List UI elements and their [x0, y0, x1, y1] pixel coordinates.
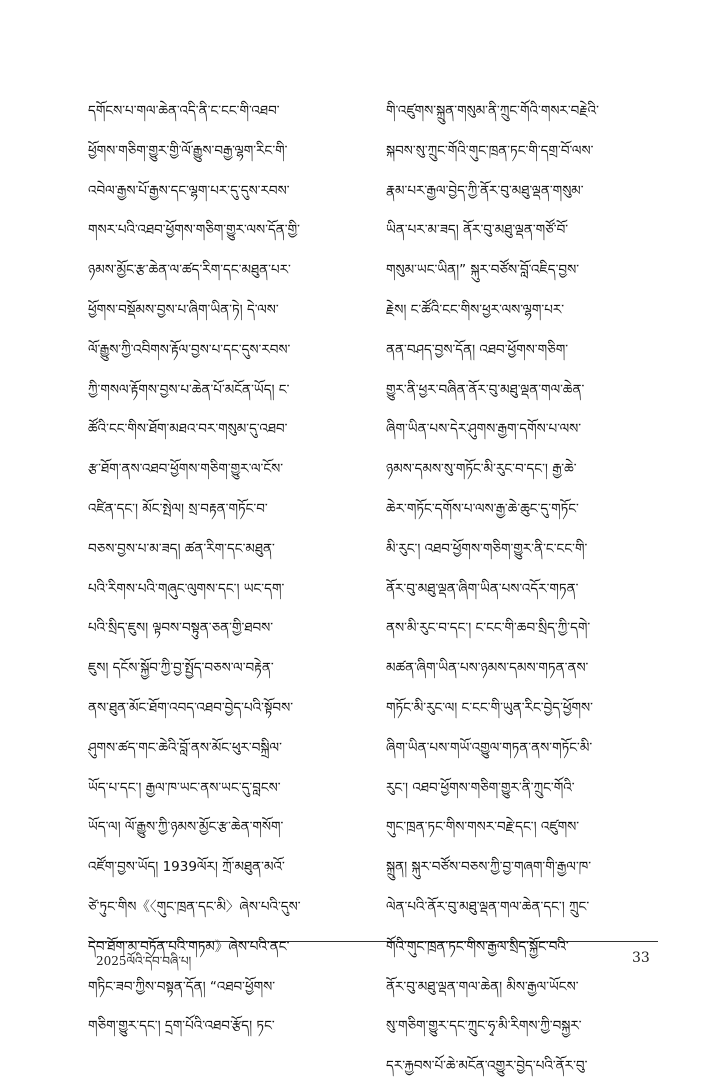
- text-line: གཅིག་གྱུར་དང་། དྲག་པོའི་འཐབ་རྩོད། ཏང་: [88, 1018, 275, 1035]
- text-line: སུ་གཅིག་གྱུར་དང་ཀྲུང་ཧྭ་མི་རིགས་ཀྱི་བསྐྱར་: [386, 1018, 582, 1035]
- text-line: འབེལ་རྒྱས་པོ་རྒྱས་དང་ལྷག་པར་དུ་དུས་རབས་: [88, 182, 290, 199]
- text-line: གསུམ་ཡང་ཡིན།” སྐུར་བཙོས་བློ་འཇིད་བྱས་: [386, 262, 580, 279]
- text-line: ཇུས། དངོས་སྐྱོབ་ཀྱི་བྱ་སྤྱོད་བཅས་ལ་བརྟེན་: [88, 660, 274, 677]
- text-line: ཕྱོགས་བསྡོམས་བྱས་པ་ཞིག་ཡིན་ཏེ། དེ་ལས་: [88, 301, 279, 318]
- text-line: དེབ་ཐོག་མ་བཏོན་པའི་གཏམ》ཞེས་པའི་ནང་: [88, 938, 290, 955]
- footer-divider: [88, 941, 658, 942]
- text-line: རྣམ་པར་རྒྱལ་བྱེད་ཀྱི་ནོར་བུ་མཐུ་ལྡན་གསུམ་: [386, 182, 584, 199]
- text-line: ཞིག་ཡིན་པས་དེར་ཤུགས་རྒྱག་དགོས་པ་ལས་: [386, 421, 582, 438]
- text-line: དགོངས་པ་གལ་ཆེན་འདི་ནི་ང་ངང་གི་འཐབ་: [88, 103, 280, 119]
- text-line: ཕྱོགས་གཅིག་གྱུར་གྱི་ལོ་རྒྱུས་བརྒྱ་ལྷག་རིང་གི་: [88, 142, 288, 159]
- text-line: རྗེས། ང་ཚོའི་ངང་གིས་ཕྱར་ལས་ལྷག་པར་: [386, 301, 565, 318]
- text-line: ཚོའི་ངང་གིས་ཐོག་མཐའ་བར་གསུམ་དུ་འཐབ་: [88, 421, 288, 438]
- text-line: གྱུར་ནི་ཕྱར་བཞིན་ནོར་བུ་མཐུ་ལྡན་གལ་ཆེན་: [386, 381, 585, 398]
- page-number: 33: [632, 950, 650, 966]
- text-line: ཙེ་ཏུང་གིས《〈གུང་ཁྲན་དང་མི〉ཞེས་པའི་དུས་: [88, 898, 301, 915]
- text-line: འཛོག་བྱས་ཡོད། 1939ལོར། ཀྲོ་མཐུན་མའོ་: [88, 859, 285, 876]
- text-line: མཚན་ཞིག་ཡིན་པས་ཉམས་དམས་གཏན་ནས་: [386, 660, 589, 677]
- text-line: གཏིང་ཟབ་ཀྱིས་བསྟན་དོན། “འཐབ་ཕྱོགས་: [88, 978, 276, 995]
- text-line: ཡོད་པ་དང་། རྒྱལ་ཁ་ཡང་ནས་ཡང་དུ་བླངས་: [88, 779, 281, 796]
- text-line: གུང་ཁྲན་ཏང་གིས་གསར་བརྗེ་དང་། འཛུགས་: [386, 819, 580, 836]
- text-line: གི་འཛུགས་སྐྲུན་གསུམ་ནི་ཀྲུང་གོའི་གསར་བརྗེའི་: [386, 103, 599, 119]
- text-line: སྐབས་སུ་ཀྲུང་གོའི་གུང་ཁྲན་ཏང་གི་དགྲ་བོ་ལས་: [386, 142, 594, 159]
- text-line: ཉམས་མྱོང་རྩ་ཆེན་ལ་ཚད་རིག་དང་མཐུན་པར་: [88, 262, 291, 279]
- text-line: དར་རྐྱབས་པོ་ཆེ་མངོན་འགྱུར་བྱེད་པའི་ནོར་བུ་: [386, 1058, 588, 1075]
- text-line: འཛིན་དང་། མོང་སྤེལ། སྲ་བརྟན་གཏོང་བ་: [88, 500, 268, 517]
- left-text-column: [88, 92, 346, 1047]
- text-line: གསར་པའི་འཐབ་ཕྱོགས་གཅིག་གྱུར་ལས་དོན་གྱི་: [88, 222, 300, 239]
- text-line: ཉམས་དམས་སུ་གཏོང་མི་རུང་བ་དང་། རྒྱ་ཆེ་: [386, 461, 577, 478]
- text-line: ཤུགས་ཚད་གང་ཆེའི་བློ་ནས་མོང་ཕུར་བསྐྲིལ་: [88, 739, 282, 756]
- text-line: སྐྲུན། སྐུར་བཙོས་བཅས་ཀྱི་བྱ་གཞག་གི་རྒྱལ་ཁ་: [386, 859, 592, 876]
- text-line: ལོ་རྒྱུས་ཀྱི་འབིགས་རྟོལ་བྱས་པ་དང་དུས་རབས་: [88, 341, 291, 358]
- text-line: པའི་སྲིད་ཇུས། ལྟབས་བསྟུན་ཅན་གྱི་ཐབས་: [88, 620, 274, 637]
- text-line: ནས་ཐུན་མོང་ཐོག་འབད་འཐབ་བྱེད་པའི་སྟོབས་: [88, 699, 294, 716]
- text-line: གོའི་གུང་ཁྲན་ཏང་གིས་རྒྱལ་སྲིད་སྐྱོང་བའི་: [386, 938, 569, 955]
- text-line: ནོར་བུ་མཐུ་ལྡན་ཞིག་ཡིན་པས་འདོར་གཏན་: [386, 580, 579, 597]
- text-line: ནན་བཤད་བྱས་དོན། འཐབ་ཕྱོགས་གཅིག་: [386, 341, 569, 358]
- text-line: པའི་རིགས་པའི་གཞུང་ལུགས་དང་། ཡང་དག་: [88, 580, 285, 597]
- text-line: མི་རུང་། འཐབ་ཕྱོགས་གཅིག་གྱུར་ནི་ང་ངང་གི་: [386, 540, 588, 557]
- text-line: ནས་མི་རུང་བ་དང་། ང་ངང་གི་ཆབ་སྲིད་ཀྱི་དགེ་: [386, 620, 591, 637]
- text-line: ཡིན་པར་མ་ཟད། ནོར་བུ་མཐུ་ལྡན་གཙོ་བོ་: [386, 222, 569, 239]
- footer-issue-label: 2025ལོའི་དེབ་བཞི་པ།: [96, 954, 192, 968]
- right-text-column: [386, 92, 644, 1087]
- text-line: རུང་། འཐབ་ཕྱོགས་གཅིག་གྱུར་ནི་ཀྲུང་གོའི་: [386, 779, 575, 796]
- text-line: རྩ་ཐོག་ནས་འཐབ་ཕྱོགས་གཅིག་གྱུར་ལ་ངོས་: [88, 461, 284, 478]
- text-line: ཀྱི་གསལ་རྟོགས་བྱས་པ་ཆེན་པོ་མངོན་ཡོད། ང་: [88, 381, 290, 398]
- text-line: གཏོང་མི་རུང་ལ། ང་ངང་གི་ཡུན་རིང་བྱེད་ཕྱོགས་: [386, 699, 594, 716]
- text-line: ཆེར་གཏོང་དགོས་པ་ལས་རྒྱ་ཆེ་ཆུང་དུ་གཏོང་: [386, 500, 579, 517]
- text-line: ཡོད་ལ། ལོ་རྒྱུས་ཀྱི་ཉམས་མྱོང་རྩ་ཆེན་གསོག་: [88, 819, 284, 836]
- text-line: ལེན་པའི་ནོར་བུ་མཐུ་ལྡན་གལ་ཆེན་དང་། ཀྲུང་: [386, 898, 590, 915]
- text-line: ཞིག་ཡིན་པས་གཡོ་འགྱུལ་གཏན་ནས་གཏོང་མི་: [386, 739, 593, 756]
- text-line: བཅས་བྱས་པ་མ་ཟད། ཚན་རིག་དང་མཐུན་: [88, 540, 275, 557]
- text-line: ནོར་བུ་མཐུ་ལྡན་གལ་ཆེན། མིས་རྒྱལ་ཡོངས་: [386, 978, 579, 995]
